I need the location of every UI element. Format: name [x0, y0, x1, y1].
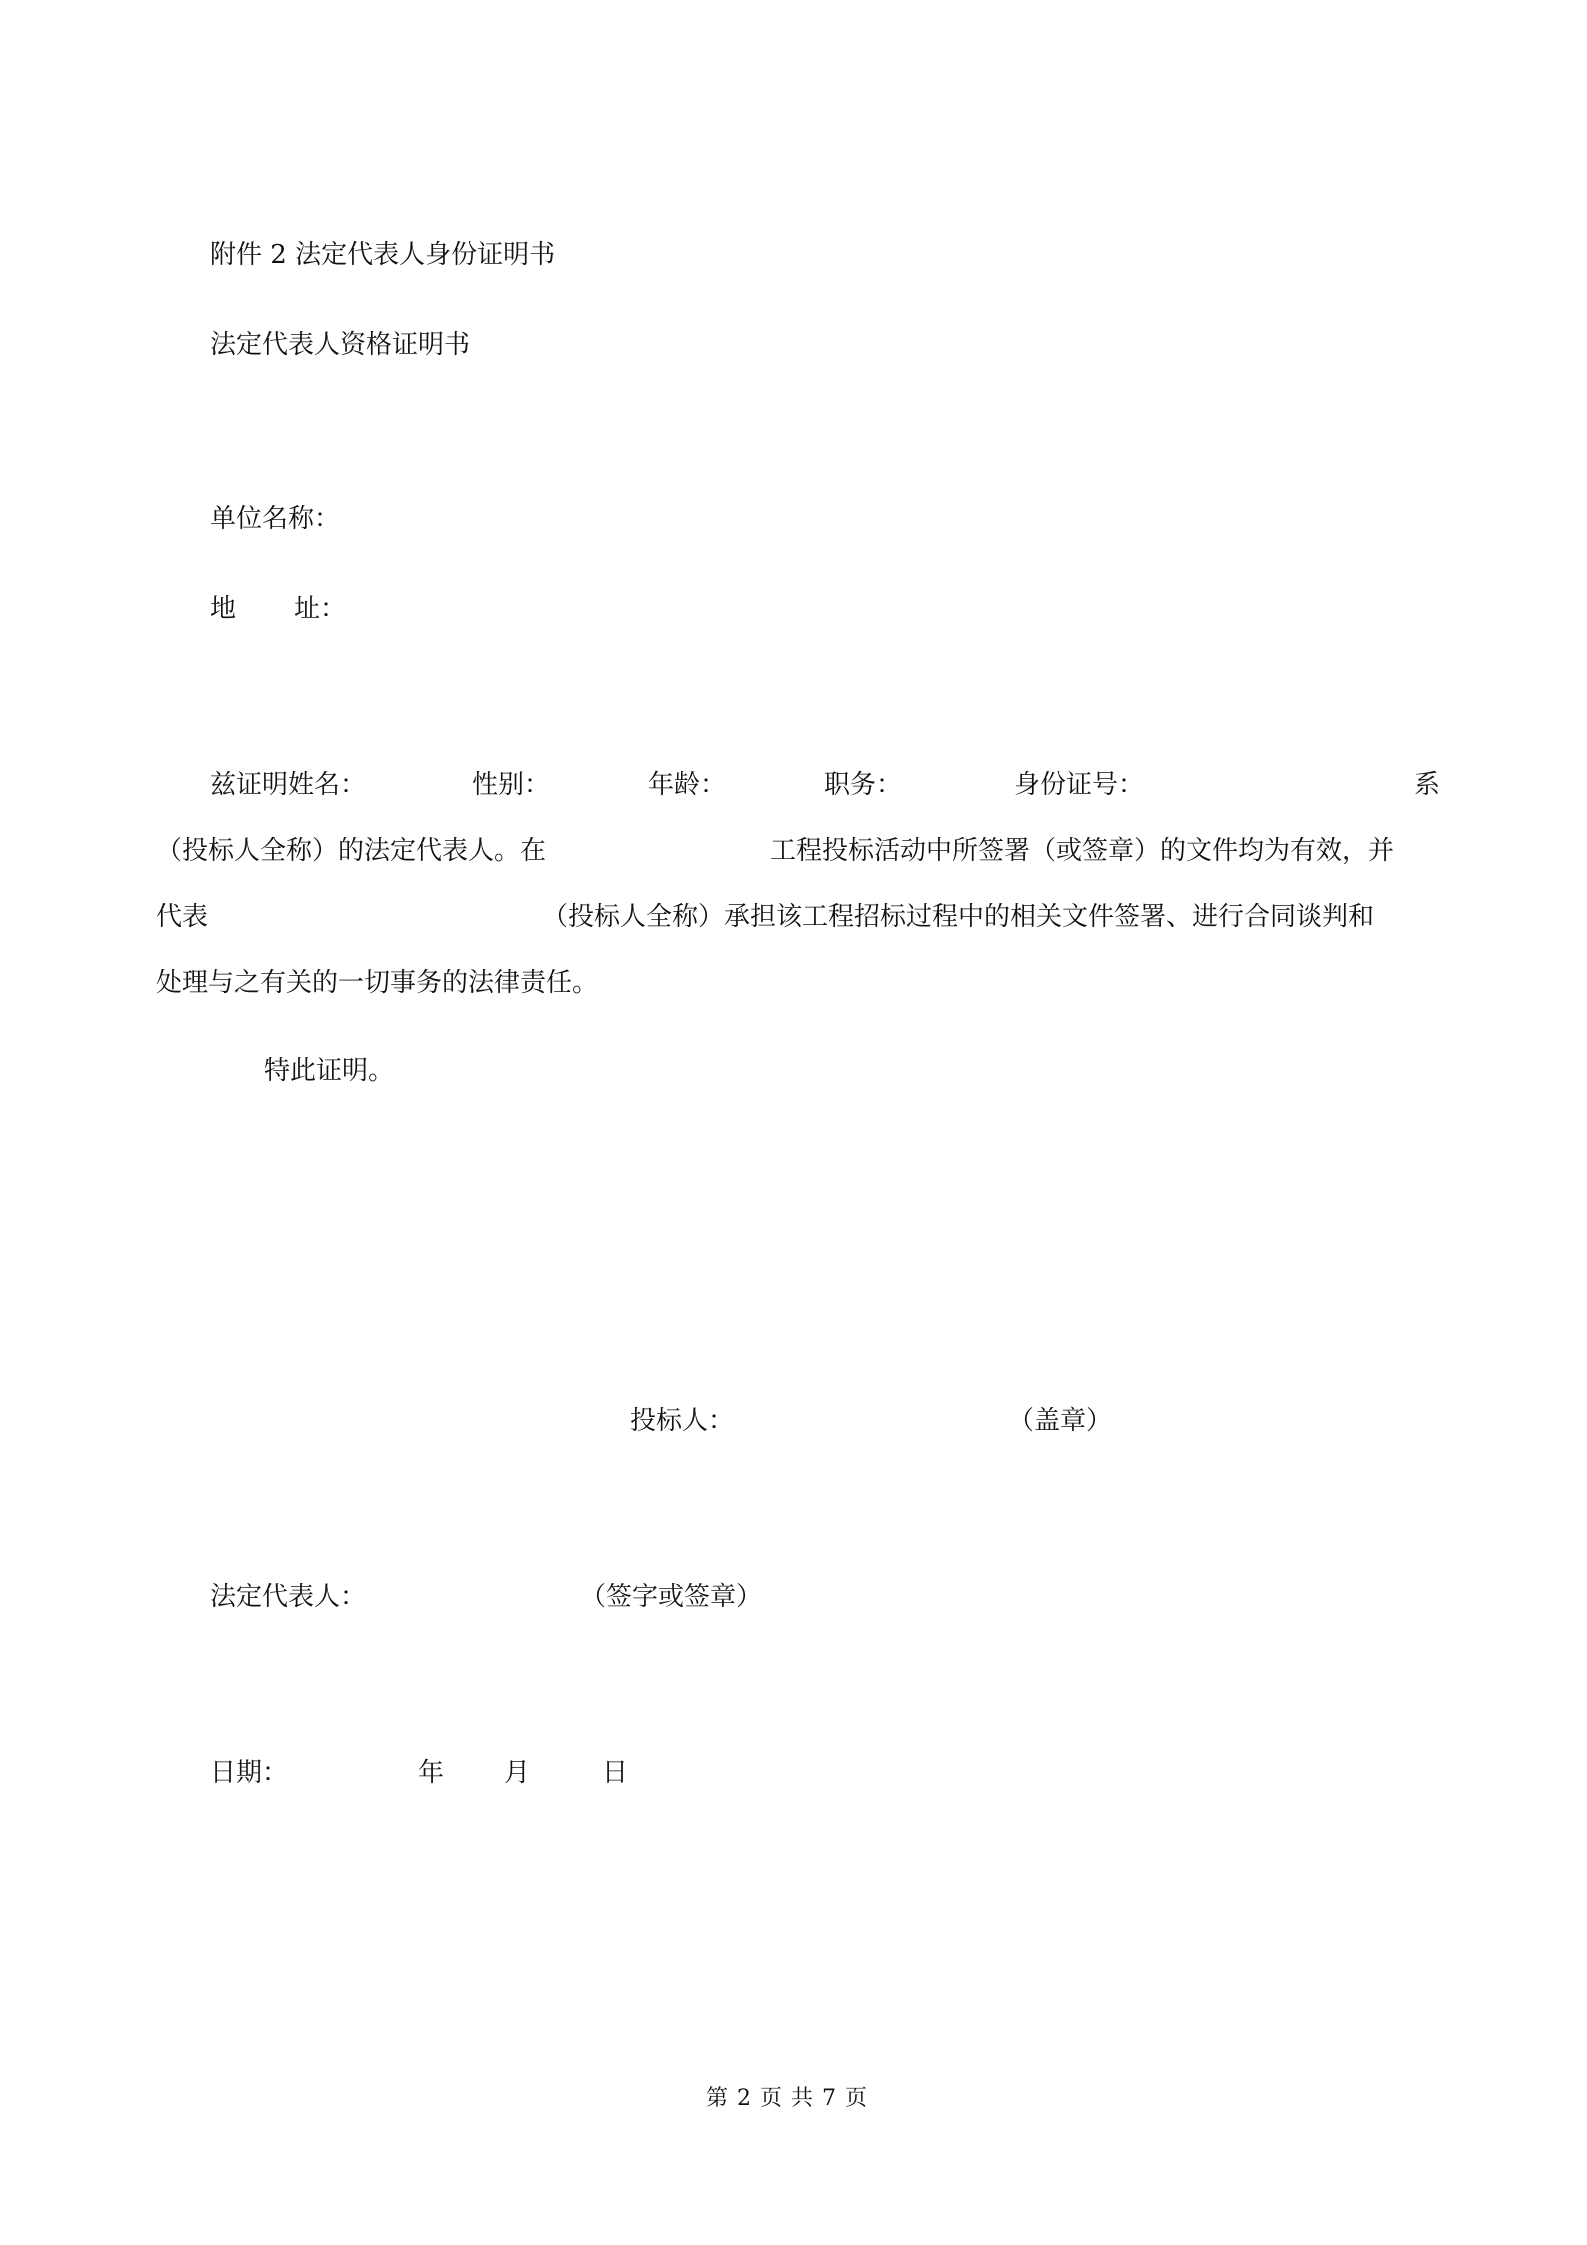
certify-name-label: 兹证明姓名： — [210, 770, 367, 800]
legal-rep-label: 法定代表人： — [210, 1582, 367, 1612]
paragraph-line4: 处理与之有关的一切事务的法律责任。 — [156, 968, 599, 998]
paragraph-line2-part2: 工程投标活动中所签署（或签章）的文件均为有效，并 — [770, 836, 1395, 866]
address-label-part2: 址： — [294, 594, 347, 624]
date-year: 年 — [418, 1758, 445, 1788]
certify-gender-label: 性别： — [472, 770, 551, 800]
address-label-part1: 地 — [210, 594, 237, 624]
unit-name-label: 单位名称： — [210, 504, 341, 534]
bidder-seal-note: （盖章） — [1008, 1406, 1113, 1436]
paragraph-line3-part2: （投标人全称）承担该工程招标过程中的相关文件签署、进行合同谈判和 — [542, 902, 1375, 932]
page-indicator: 第 2 页 共 7 页 — [706, 2086, 868, 2111]
document-title: 法定代表人资格证明书 — [210, 330, 471, 360]
bidder-label: 投标人： — [630, 1406, 735, 1436]
date-label: 日期： — [210, 1758, 289, 1788]
date-month: 月 — [504, 1758, 531, 1788]
certify-position-label: 职务： — [824, 770, 903, 800]
attachment-heading: 附件 2 法定代表人身份证明书 — [210, 240, 556, 270]
special-note: 特此证明。 — [264, 1056, 395, 1086]
paragraph-line3-part1: 代表 — [156, 902, 209, 932]
certify-id-label: 身份证号： — [1014, 770, 1145, 800]
legal-rep-sign-note: （签字或签章） — [580, 1582, 763, 1612]
certify-age-label: 年龄： — [648, 770, 727, 800]
date-day: 日 — [602, 1758, 629, 1788]
paragraph-line2-part1: （投标人全称）的法定代表人。在 — [156, 836, 547, 866]
certify-is-label: 系 — [1414, 770, 1441, 800]
